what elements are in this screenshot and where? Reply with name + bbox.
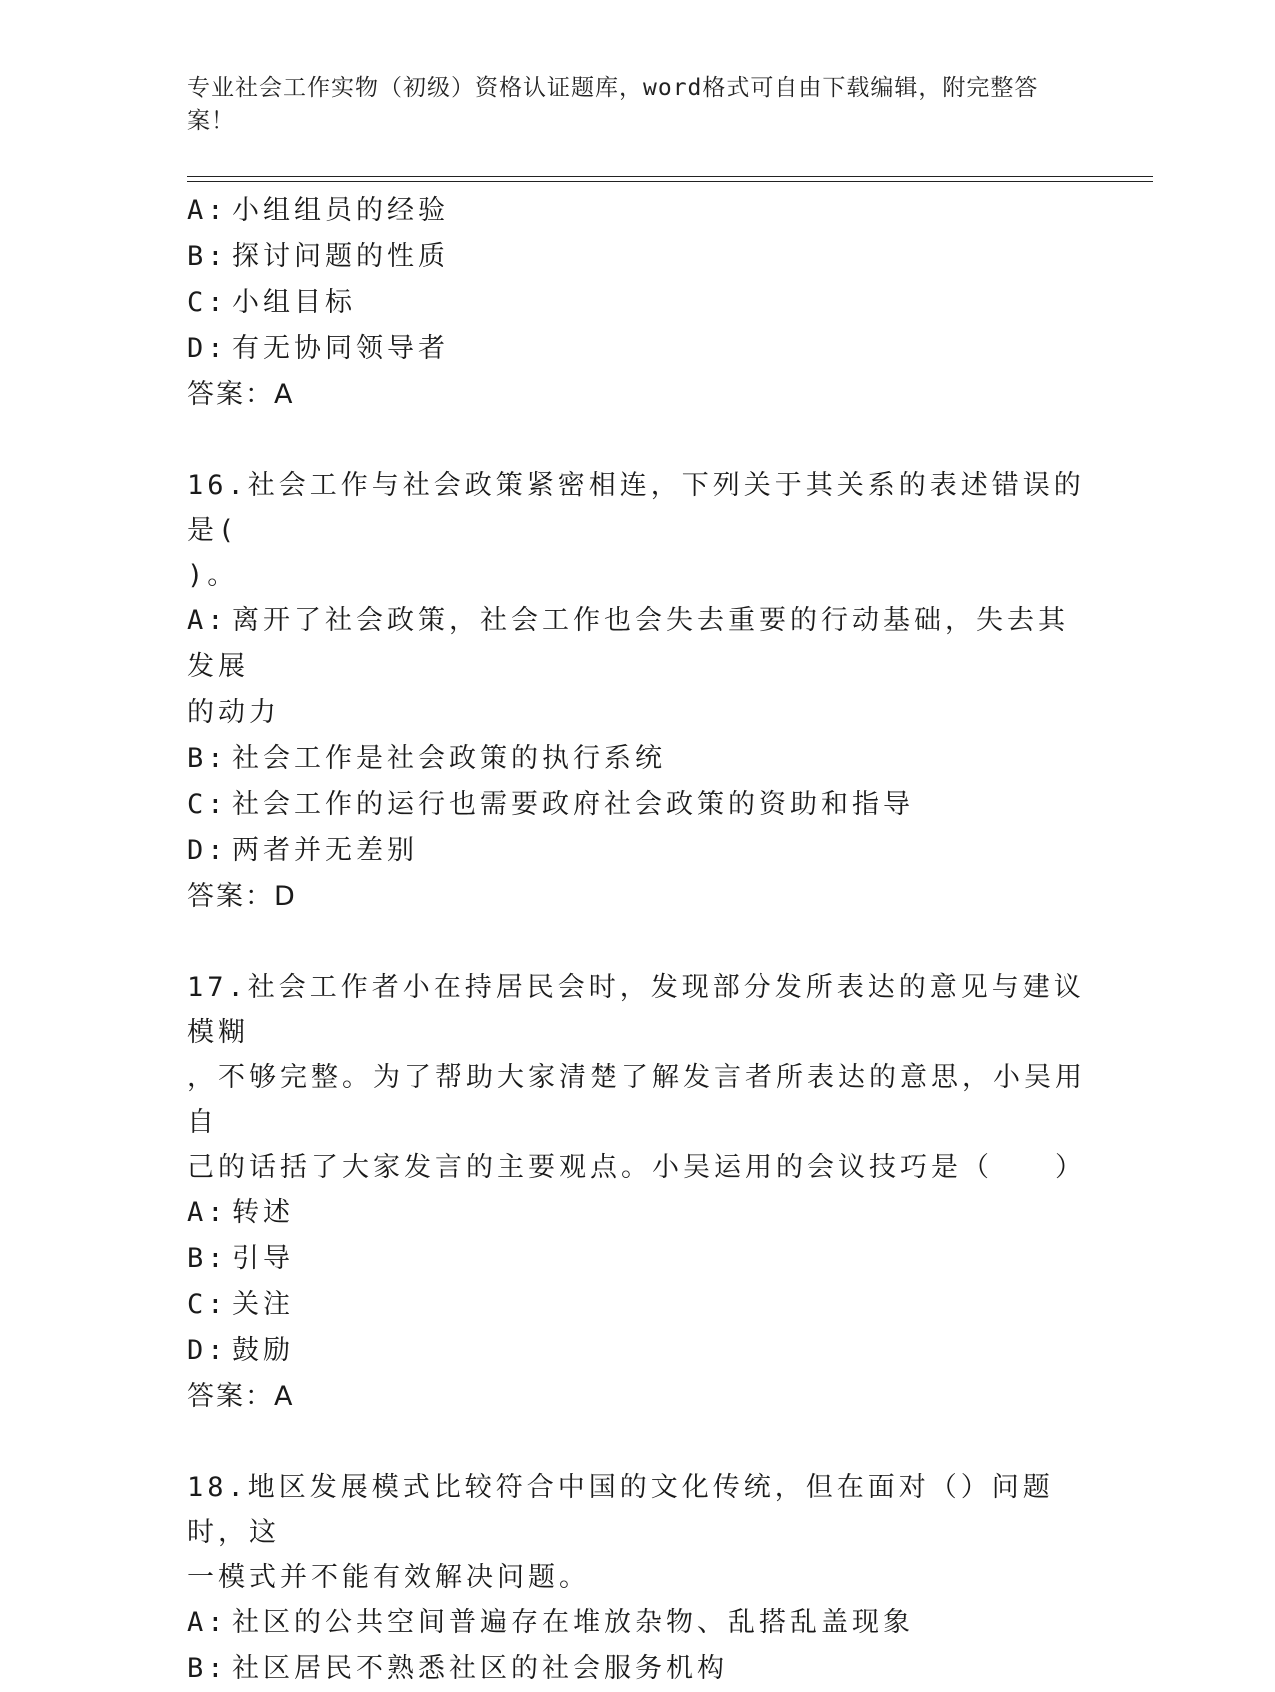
question-content xyxy=(187,188,1087,1692)
answer: 答案：A xyxy=(187,379,295,410)
question-16 xyxy=(187,463,1087,920)
option-d: D: 有无协同领导者 xyxy=(187,333,449,364)
question-15 xyxy=(187,188,1087,418)
header-intro: 专业社会工作实物（初级）资格认证题库，word格式可自由下载编辑，附完整答案！ xyxy=(187,75,1039,134)
question-stem: ，不够完整。为了帮助大家清楚了解发言者所表达的意思，小吴用自 xyxy=(187,1062,1086,1138)
question-stem: 16.社会工作与社会政策紧密相连，下列关于其关系的表述错误的是( xyxy=(187,470,1085,546)
option-a: A: 小组组员的经验 xyxy=(187,195,449,226)
option-b: B: 引导 xyxy=(187,1243,294,1274)
question-stem: 18.地区发展模式比较符合中国的文化传统，但在面对（）问题时，这 xyxy=(187,1472,1054,1548)
option-d: D: 鼓励 xyxy=(187,1335,294,1366)
question-stem: )。 xyxy=(187,560,239,591)
header-divider-top xyxy=(187,176,1153,177)
question-stem: 己的话括了大家发言的主要观点。小吴运用的会议技巧是（ ） xyxy=(187,1152,1086,1183)
option-d: D: 两者并无差别 xyxy=(187,835,418,866)
option-c: C: 社会工作的运行也需要政府社会政策的资助和指导 xyxy=(187,789,914,820)
answer: 答案：A xyxy=(187,1381,295,1412)
option-a: A: 离开了社会政策，社会工作也会失去重要的行动基础，失去其发展 xyxy=(187,605,1069,682)
question-18 xyxy=(187,1465,1087,1692)
option-b: B: 探讨问题的性质 xyxy=(187,241,449,272)
question-stem: 一模式并不能有效解决问题。 xyxy=(187,1562,590,1593)
option-b: B: 社会工作是社会政策的执行系统 xyxy=(187,743,666,774)
answer: 答案：D xyxy=(187,881,297,912)
option-c: C: 关注 xyxy=(187,1289,294,1320)
option-a: A: 转述 xyxy=(187,1197,294,1228)
option-a: A: 社区的公共空间普遍存在堆放杂物、乱搭乱盖现象 xyxy=(187,1607,914,1638)
option-b: B: 社区居民不熟悉社区的社会服务机构 xyxy=(187,1653,728,1684)
option-c: C: 小组目标 xyxy=(187,287,356,318)
option-a-continued: 的动力 xyxy=(187,697,280,728)
question-stem: 17.社会工作者小在持居民会时，发现部分发所表达的意见与建议模糊 xyxy=(187,972,1085,1048)
question-17 xyxy=(187,965,1087,1420)
document-header xyxy=(187,72,1067,138)
header-divider-bottom xyxy=(187,181,1153,182)
